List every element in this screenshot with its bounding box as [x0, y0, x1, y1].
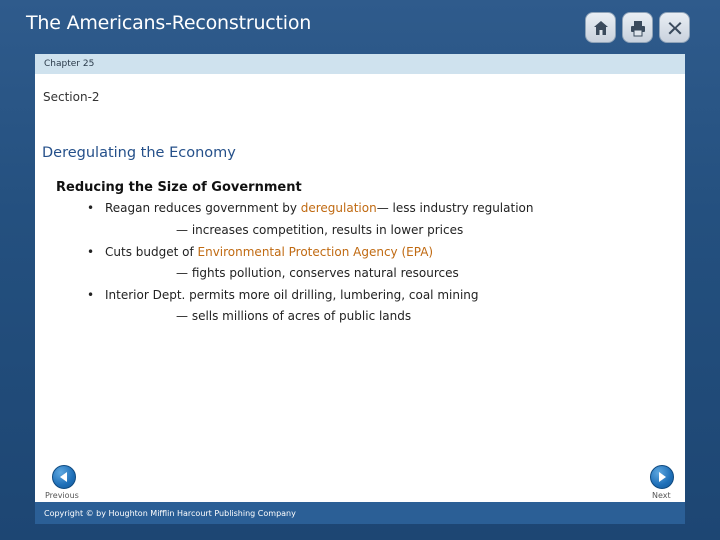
next-button[interactable]	[650, 465, 674, 489]
chapter-bar	[35, 54, 685, 74]
bullet-text: Cuts budget of	[105, 245, 198, 259]
app-title: The Americans-Reconstruction	[26, 12, 312, 34]
previous-label[interactable]: Previous	[45, 491, 79, 500]
slide-heading: Deregulating the Economy	[42, 145, 236, 161]
bullet-marker: •	[87, 245, 95, 259]
bullet-text: Interior Dept. permits more oil drilling, lumbering, coal mining	[105, 288, 479, 302]
bullet-continuation-1: — increases competition, results in lower prices	[176, 223, 464, 237]
bullet-text-after: — less industry regulation	[376, 201, 534, 215]
slide-subheading: Reducing the Size of Government	[56, 180, 302, 195]
top-toolbar	[585, 12, 690, 43]
bullet-item-3	[87, 288, 479, 302]
copyright-text: Copyright © by Houghton Mifflin Harcourt Publishing Company	[44, 509, 296, 518]
slide-content	[35, 74, 685, 502]
arrow-left-icon	[58, 471, 70, 483]
next-label[interactable]: Next	[652, 491, 671, 500]
bullet-marker: •	[87, 288, 95, 302]
bullet-item-1	[87, 201, 533, 215]
previous-button[interactable]	[52, 465, 76, 489]
bullet-continuation-3: — sells millions of acres of public lands	[176, 309, 412, 323]
section-label: Section-2	[43, 90, 100, 104]
bullet-item-2	[87, 245, 433, 259]
bullet-marker: •	[87, 201, 95, 215]
chapter-label: Chapter 25	[44, 59, 95, 69]
arrow-right-icon	[656, 471, 668, 483]
print-icon	[629, 19, 647, 37]
bullet-continuation-2: — fights pollution, conserves natural resources	[176, 266, 459, 280]
print-button[interactable]	[622, 12, 653, 43]
bullet-text: Reagan reduces government by	[105, 201, 301, 215]
bullet-highlight: deregulation	[300, 201, 377, 215]
footer-bar	[35, 502, 685, 524]
bullet-highlight: Environmental Protection Agency (EPA)	[197, 245, 434, 259]
close-icon	[666, 19, 684, 37]
close-button[interactable]	[659, 12, 690, 43]
home-button[interactable]	[585, 12, 616, 43]
home-icon	[592, 19, 610, 37]
